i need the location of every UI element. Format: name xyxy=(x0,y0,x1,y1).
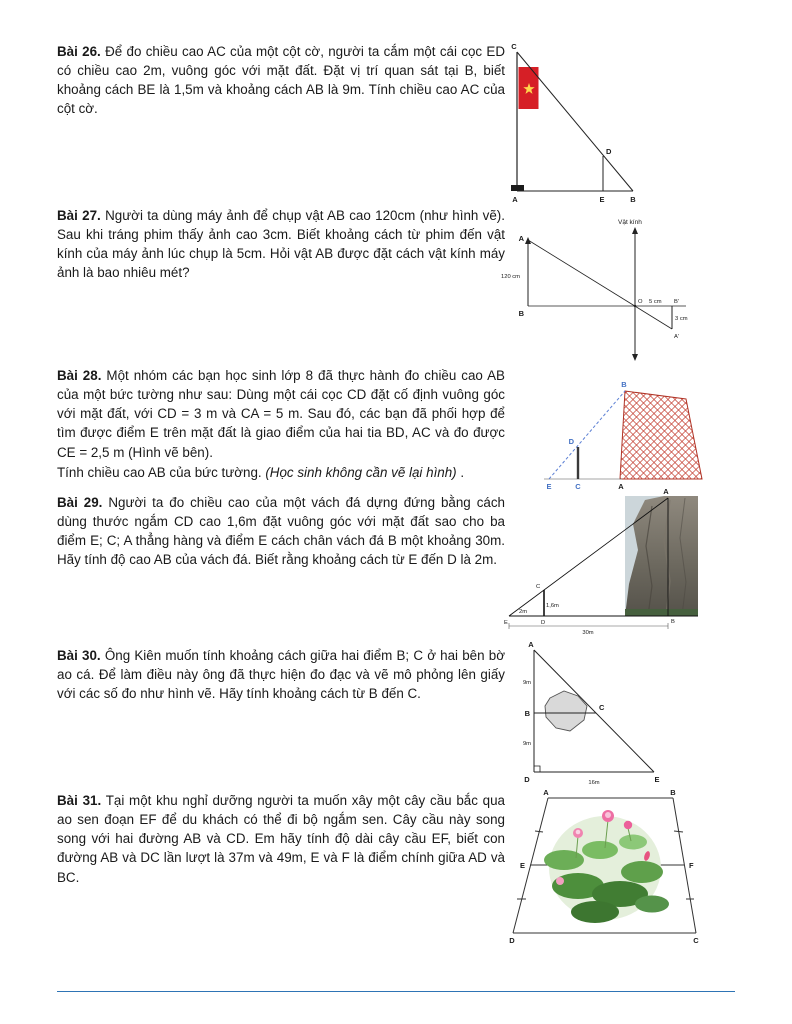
point-label-d: D xyxy=(509,936,515,945)
upper-side-label: 9m xyxy=(522,680,531,686)
note-text: Tính chiều cao AB của bức tường. xyxy=(57,464,266,480)
point-label-e: E xyxy=(504,620,508,626)
figure-camera-diagram xyxy=(500,214,690,374)
point-label-a: A xyxy=(512,195,518,204)
problem-bai-29 xyxy=(57,493,505,570)
problem-number: Bài 28. xyxy=(57,368,102,383)
point-label-a: A xyxy=(543,788,549,797)
note-end: . xyxy=(456,464,465,480)
problem-number: Bài 27. xyxy=(57,208,101,223)
point-label-a: A xyxy=(528,640,534,649)
lotus-illustration xyxy=(544,810,669,923)
offset-label: 2m xyxy=(519,609,528,615)
problem-bai-26 xyxy=(57,42,505,119)
point-label-b: B xyxy=(630,195,636,204)
point-label-d: D xyxy=(606,147,612,156)
point-label-e: E xyxy=(519,861,525,870)
problem-bai-31 xyxy=(57,791,505,887)
problem-bai-28 xyxy=(57,366,505,482)
pole-height-label: 1,6m xyxy=(546,603,559,609)
problem-number: Bài 26. xyxy=(57,44,101,59)
base-distance-label: 30m xyxy=(582,630,594,636)
lens-caption: Vật kính xyxy=(618,219,642,226)
point-label-a-prime: A' xyxy=(674,334,679,340)
point-label-b-prime: B' xyxy=(674,299,679,305)
point-label-c: C xyxy=(511,42,517,51)
pond-shapes xyxy=(534,650,654,772)
figure-cliff-diagram xyxy=(502,486,702,636)
point-label-f: F xyxy=(689,861,694,870)
lotus-flower-icon xyxy=(624,821,632,829)
point-label-a: A xyxy=(518,234,524,243)
lotus-flower-icon xyxy=(556,877,564,885)
flagpole-labels xyxy=(511,42,636,204)
problem-statement xyxy=(57,366,505,462)
right-angle-mark xyxy=(534,766,540,772)
figure-lotus-trapezoid-diagram xyxy=(500,786,710,946)
problem-text: Một nhóm các bạn học sinh lớp 8 đã thực hành đo chiều cao AB của một bức tường như sau: Dùng một cái cọc CD đặt cố định vuông góc với mặt đất, với CD = 3 m và CA = 5 m. Sau đó, các bạn đã phối hợp để tìm được điểm E trên mặt đất là giao điểm của hai tia BD, AC và đo được CE = 2,5 m (Hình vẽ bên). xyxy=(57,368,505,460)
flagpole-base xyxy=(511,185,524,191)
problem-text: Để đo chiều cao AC của một cột cờ, người ta cắm một cái cọc ED có chiều cao 2m, vuông góc với mặt đất. Đặt vị trí quan sát tại B, biết khoảng cách BE là 1,5m và khoảng cách AB là 9m. Tính chiều cao AC của cột cờ. xyxy=(57,44,505,117)
problem-bai-27 xyxy=(57,206,505,283)
note-italic: (Học sinh không cần vẽ lại hình) xyxy=(265,464,457,480)
lower-side-label: 9m xyxy=(522,741,531,747)
problem-text: Tại một khu nghỉ dưỡng người ta muốn xây một cây cầu bắc qua ao sen đoạn EF để du khách có thể đi bộ ngắm sen. Cây cầu này song song với hai đường AB và CD. Em hãy tính độ dài cây cầu EF, biết con đường AB và DC lần lượt là 37m và 49m, E và F là điểm chính giữa AD và BC. xyxy=(57,793,505,885)
problem-statement xyxy=(57,42,505,119)
flagpole-shapes xyxy=(511,52,633,191)
problem-bai-30 xyxy=(57,646,505,703)
brick-wall xyxy=(620,391,702,479)
point-label-e: E xyxy=(599,195,605,204)
point-label-e: E xyxy=(654,775,660,784)
lens-distance-label: 5 cm xyxy=(649,299,662,305)
point-label-d: D xyxy=(568,437,574,446)
problem-number: Bài 29. xyxy=(57,495,103,510)
point-label-c: C xyxy=(575,482,581,491)
cliff-photo xyxy=(625,496,698,616)
problem-number: Bài 31. xyxy=(57,793,102,808)
base-label: 16m xyxy=(588,780,600,786)
point-label-d: D xyxy=(541,620,546,626)
figure-flagpole-diagram xyxy=(503,40,648,208)
camera-shapes xyxy=(525,227,686,361)
problem-text: Người ta đo chiều cao của một vách đá dựng đứng bằng cách dùng thước ngắm CD cao 1,6m đặt vuông góc với mặt đất sao cho ba điểm E; C; A thẳng hàng và điểm E cách chân vách đá B một khoảng 30m. Hãy tính độ cao AB của vách đá. Biết rằng khoảng cách từ E đến D là 2m. xyxy=(57,495,505,568)
point-label-b: B xyxy=(670,788,676,797)
problem-note xyxy=(57,463,505,482)
point-label-o: O xyxy=(638,299,643,305)
point-label-a: A xyxy=(618,482,624,491)
point-label-b: B xyxy=(518,309,524,318)
problem-statement xyxy=(57,206,505,283)
point-label-b: B xyxy=(524,709,530,718)
point-label-b: B xyxy=(621,380,627,389)
object-height-label: 120 cm xyxy=(501,274,521,280)
point-label-e: E xyxy=(546,482,552,491)
problem-number: Bài 30. xyxy=(57,648,101,663)
point-label-d: D xyxy=(524,775,530,784)
figure-wall-diagram xyxy=(528,375,708,493)
point-label-c: C xyxy=(693,936,699,945)
problem-text: Người ta dùng máy ảnh để chụp vật AB cao 120cm (như hình vẽ). Sau khi tráng phim thấy ảnh cao 3cm. Biết khoảng cách từ phim đến vật kính của máy ảnh lúc chụp là 5cm. Hỏi vật AB được đặt cách vật kính máy ảnh là bao nhiêu mét? xyxy=(57,208,505,281)
image-height-label: 3 cm xyxy=(675,316,688,322)
problem-statement xyxy=(57,791,505,887)
problem-statement xyxy=(57,646,505,703)
footer-divider xyxy=(57,991,735,992)
problem-text: Ông Kiên muốn tính khoảng cách giữa hai điểm B; C ở hai bên bờ ao cá. Để làm điều này ông đã thực hiện đo đạc và vẽ mô phỏng lên giấy với các số đo như hình vẽ. Hãy tính khoảng cách từ B đến C. xyxy=(57,648,505,702)
problem-statement xyxy=(57,493,505,570)
point-label-c: C xyxy=(536,584,541,590)
point-label-a: A xyxy=(663,487,669,496)
point-label-c: C xyxy=(599,703,605,712)
figure-pond-triangle-diagram xyxy=(506,638,671,790)
wall-shapes xyxy=(544,391,702,479)
point-label-b: B xyxy=(671,619,675,625)
